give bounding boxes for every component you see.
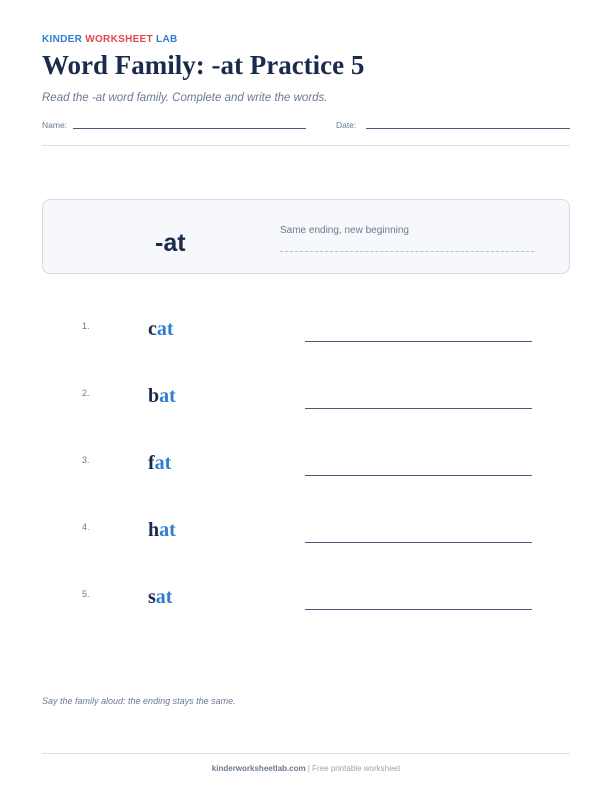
brand-word-3: LAB <box>156 34 178 45</box>
date-label: Date: <box>336 120 357 130</box>
tip-text: Say the family aloud: the ending stays the same. <box>42 696 236 706</box>
word-rime: at <box>156 318 174 340</box>
brand-logo <box>42 34 177 45</box>
family-hint: Same ending, new beginning <box>280 225 409 236</box>
page-title: Word Family: -at Practice 5 <box>42 50 365 80</box>
write-line[interactable] <box>305 408 532 409</box>
footer-site: kinderworksheetlab.com <box>211 764 306 773</box>
word-number: 1. <box>82 321 90 331</box>
name-field[interactable] <box>73 128 306 129</box>
footer-divider <box>42 753 570 754</box>
footer <box>0 764 612 773</box>
footer-separator: | <box>307 764 310 773</box>
word-item <box>148 586 172 609</box>
footer-note: Free printable worksheet <box>312 764 401 773</box>
header-divider <box>42 145 570 146</box>
brand-word-1: KINDER <box>42 34 83 45</box>
word-rime: at <box>155 586 173 608</box>
write-line[interactable] <box>305 475 532 476</box>
word-item <box>148 519 176 542</box>
word-onset: f <box>148 452 155 474</box>
word-onset: h <box>148 519 160 541</box>
brand-word-2: WORKSHEET <box>85 34 153 45</box>
word-rime: at <box>159 519 176 541</box>
word-item <box>148 452 171 475</box>
word-number: 4. <box>82 522 90 532</box>
word-onset: s <box>148 586 156 608</box>
family-dash-line <box>280 251 534 252</box>
word-number: 2. <box>82 388 90 398</box>
word-rime: at <box>154 452 172 474</box>
word-number: 3. <box>82 455 90 465</box>
word-family-box <box>42 199 570 274</box>
family-ending: -at <box>155 229 186 257</box>
date-field[interactable] <box>366 128 570 129</box>
word-onset: b <box>148 385 160 407</box>
page-subtitle: Read the -at word family. Complete and write the words. <box>42 92 328 104</box>
write-line[interactable] <box>305 609 532 610</box>
word-number: 5. <box>82 589 90 599</box>
word-onset: c <box>148 318 157 340</box>
write-line[interactable] <box>305 542 532 543</box>
word-rime: at <box>159 385 176 407</box>
word-item <box>148 385 176 408</box>
write-line[interactable] <box>305 341 532 342</box>
name-label: Name: <box>42 120 68 130</box>
word-item <box>148 318 174 341</box>
